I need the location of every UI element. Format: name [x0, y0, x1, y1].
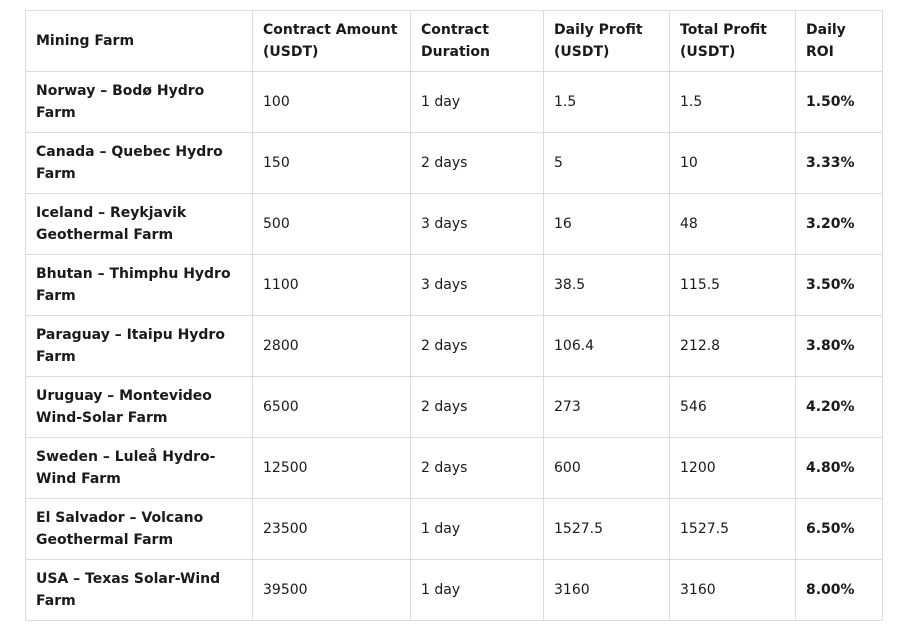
header-mining-farm: Mining Farm — [26, 11, 253, 72]
header-daily-roi: Daily ROI — [796, 11, 883, 72]
cell-mining-farm: Paraguay – Itaipu Hydro Farm — [26, 316, 253, 377]
cell-daily-roi: 6.50% — [796, 499, 883, 560]
cell-contract-duration: 2 days — [411, 316, 544, 377]
cell-contract-amount: 6500 — [253, 377, 411, 438]
table-row — [26, 133, 883, 194]
cell-daily-roi: 3.50% — [796, 255, 883, 316]
cell-daily-profit: 38.5 — [544, 255, 670, 316]
cell-contract-duration: 1 day — [411, 72, 544, 133]
cell-contract-amount: 23500 — [253, 499, 411, 560]
cell-mining-farm: Norway – Bodø Hydro Farm — [26, 72, 253, 133]
cell-contract-amount: 1100 — [253, 255, 411, 316]
cell-contract-amount: 100 — [253, 72, 411, 133]
cell-mining-farm: Sweden – Luleå Hydro-Wind Farm — [26, 438, 253, 499]
cell-daily-roi: 3.20% — [796, 194, 883, 255]
cell-daily-roi: 4.20% — [796, 377, 883, 438]
cell-total-profit: 10 — [670, 133, 796, 194]
cell-total-profit: 212.8 — [670, 316, 796, 377]
cell-mining-farm: Uruguay – Montevideo Wind-Solar Farm — [26, 377, 253, 438]
cell-daily-profit: 600 — [544, 438, 670, 499]
cell-total-profit: 1200 — [670, 438, 796, 499]
table-row — [26, 255, 883, 316]
header-contract-amount: Contract Amount (USDT) — [253, 11, 411, 72]
table-row — [26, 499, 883, 560]
cell-daily-profit: 273 — [544, 377, 670, 438]
cell-contract-duration: 2 days — [411, 438, 544, 499]
header-daily-profit: Daily Profit (USDT) — [544, 11, 670, 72]
cell-total-profit: 1527.5 — [670, 499, 796, 560]
table-row — [26, 316, 883, 377]
cell-daily-roi: 4.80% — [796, 438, 883, 499]
table-row — [26, 560, 883, 621]
cell-contract-duration: 1 day — [411, 499, 544, 560]
cell-total-profit: 3160 — [670, 560, 796, 621]
cell-contract-duration: 3 days — [411, 194, 544, 255]
cell-contract-duration: 1 day — [411, 560, 544, 621]
header-total-profit: Total Profit (USDT) — [670, 11, 796, 72]
cell-total-profit: 546 — [670, 377, 796, 438]
table-row — [26, 72, 883, 133]
cell-daily-profit: 1527.5 — [544, 499, 670, 560]
cell-contract-duration: 2 days — [411, 377, 544, 438]
cell-daily-roi: 3.80% — [796, 316, 883, 377]
table-row — [26, 438, 883, 499]
cell-daily-roi: 1.50% — [796, 72, 883, 133]
table-row — [26, 377, 883, 438]
cell-mining-farm: Bhutan – Thimphu Hydro Farm — [26, 255, 253, 316]
cell-mining-farm: El Salvador – Volcano Geothermal Farm — [26, 499, 253, 560]
cell-daily-profit: 3160 — [544, 560, 670, 621]
cell-contract-duration: 3 days — [411, 255, 544, 316]
cell-contract-amount: 39500 — [253, 560, 411, 621]
cell-daily-profit: 1.5 — [544, 72, 670, 133]
cell-total-profit: 48 — [670, 194, 796, 255]
cell-contract-amount: 12500 — [253, 438, 411, 499]
cell-daily-profit: 5 — [544, 133, 670, 194]
cell-daily-roi: 3.33% — [796, 133, 883, 194]
cell-mining-farm: USA – Texas Solar-Wind Farm — [26, 560, 253, 621]
cell-total-profit: 1.5 — [670, 72, 796, 133]
cell-contract-amount: 150 — [253, 133, 411, 194]
cell-mining-farm: Iceland – Reykjavik Geothermal Farm — [26, 194, 253, 255]
cell-daily-profit: 106.4 — [544, 316, 670, 377]
cell-contract-duration: 2 days — [411, 133, 544, 194]
cell-contract-amount: 500 — [253, 194, 411, 255]
cell-total-profit: 115.5 — [670, 255, 796, 316]
table-row — [26, 194, 883, 255]
cell-contract-amount: 2800 — [253, 316, 411, 377]
table-header-row — [26, 11, 883, 72]
cell-mining-farm: Canada – Quebec Hydro Farm — [26, 133, 253, 194]
header-contract-duration: Contract Duration — [411, 11, 544, 72]
cell-daily-roi: 8.00% — [796, 560, 883, 621]
cell-daily-profit: 16 — [544, 194, 670, 255]
mining-farm-table — [25, 10, 883, 621]
